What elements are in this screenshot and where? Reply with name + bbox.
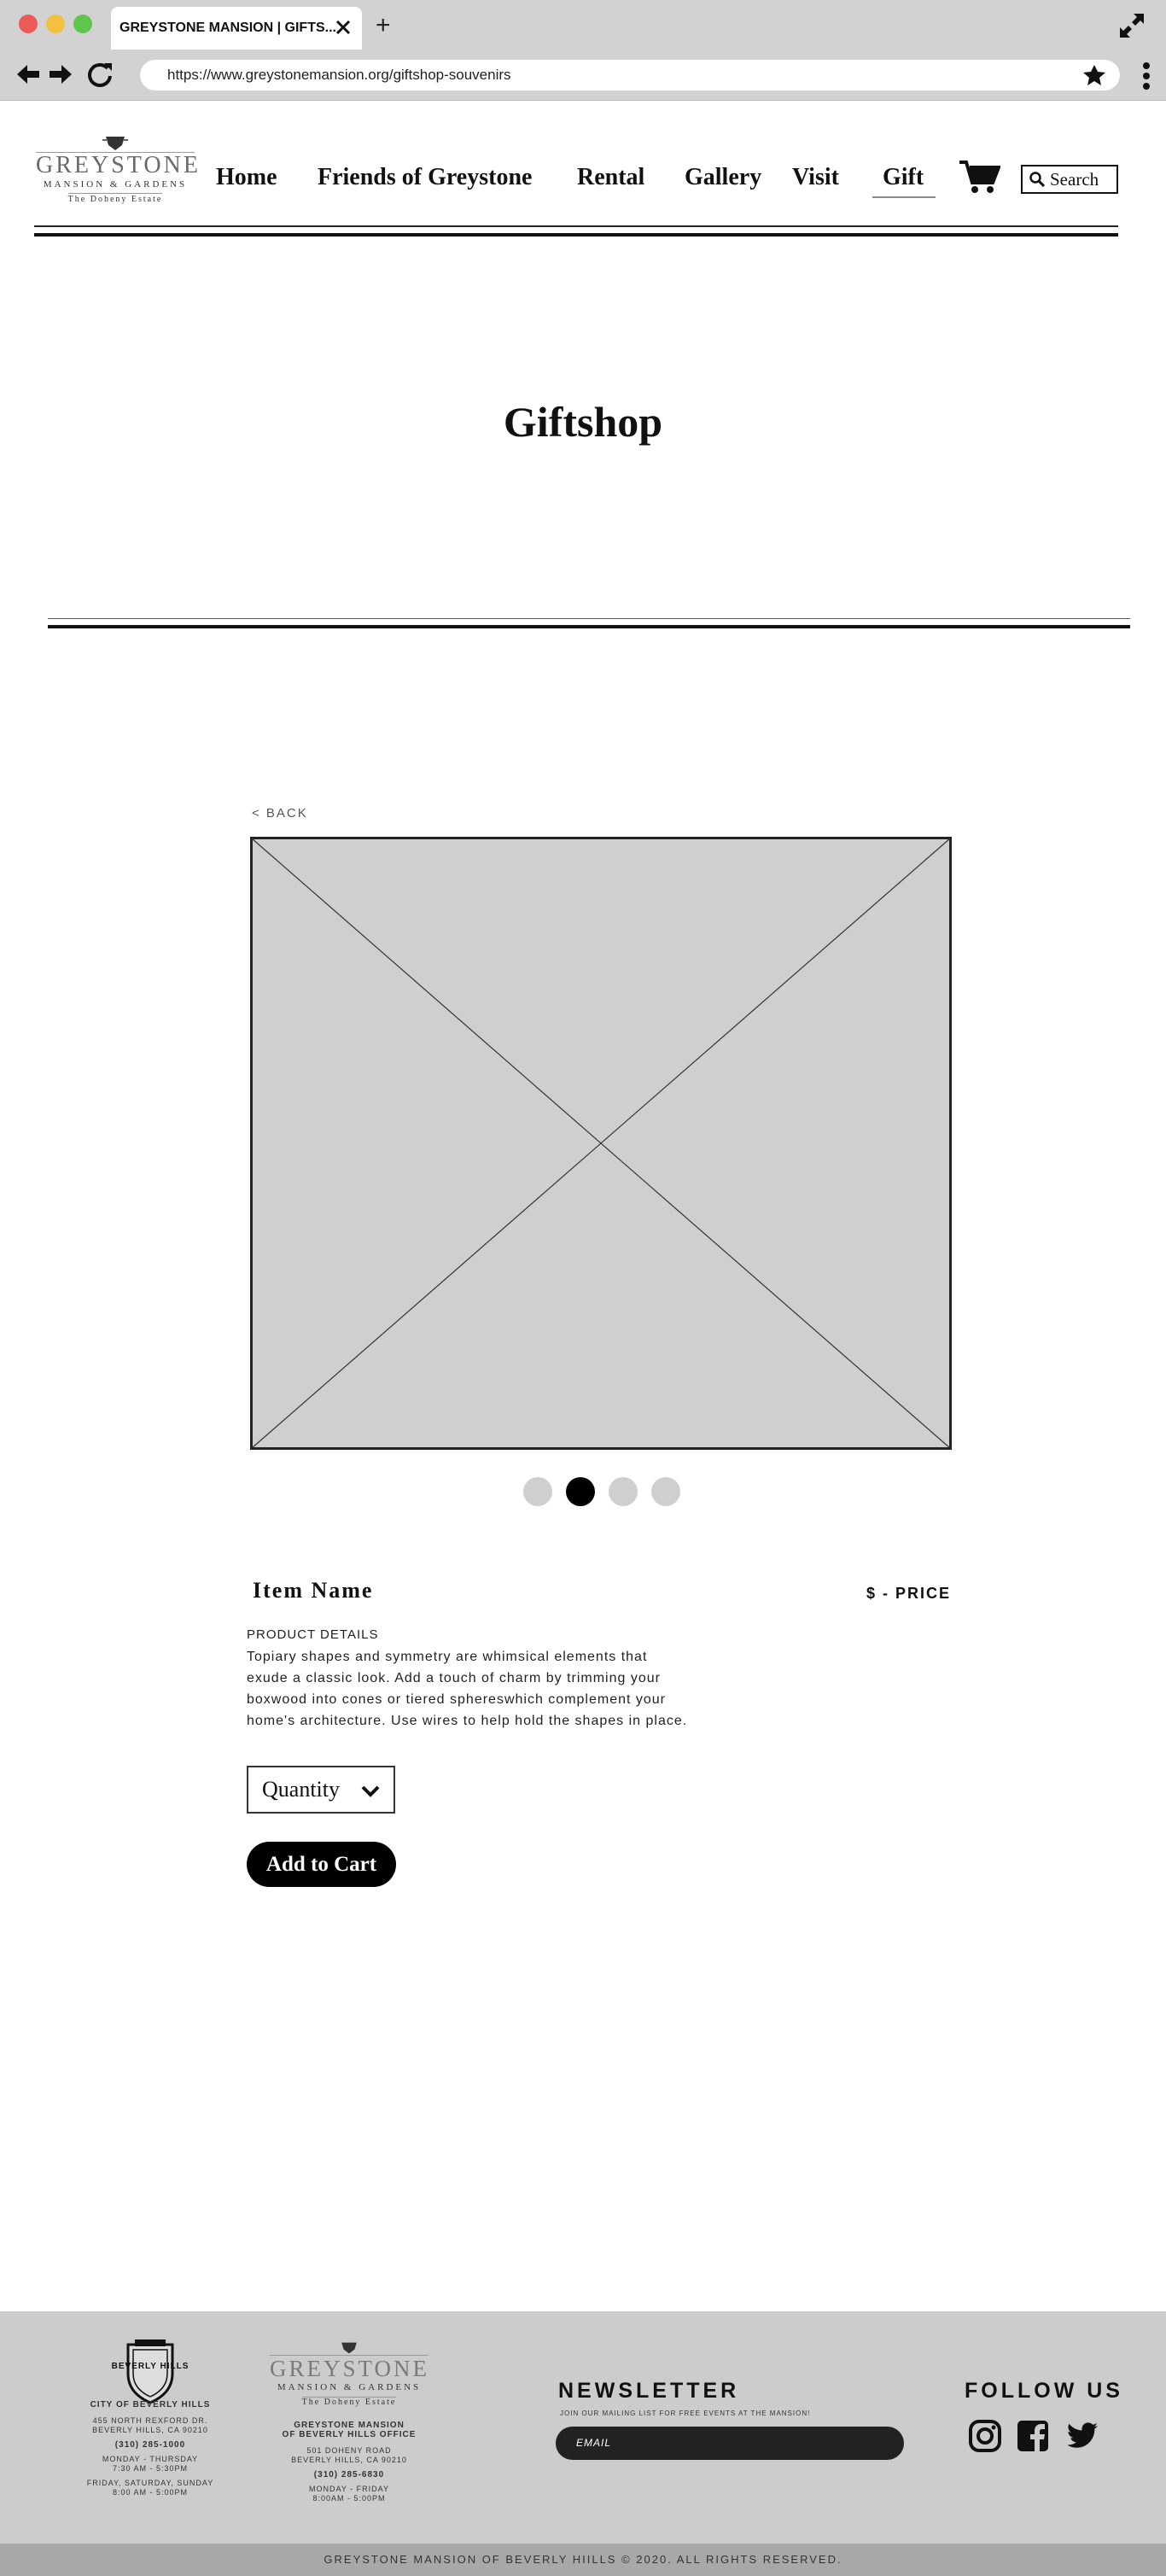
newsletter-email-input[interactable]: EMAIL [556, 2427, 904, 2460]
url-input[interactable]: https://www.greystonemansion.org/giftshop-souvenirs [140, 60, 1120, 91]
product-image-placeholder [250, 837, 952, 1450]
crest-icon [102, 135, 128, 152]
details-line: home's architecture. Use wires to help hold the shapes in place. [247, 1714, 688, 1728]
footer-logo-line2: MANSION & GARDENS [277, 2382, 422, 2392]
close-icon[interactable] [333, 17, 353, 38]
greystone-hours-line2: 8:00AM - 5:00PM [312, 2494, 386, 2503]
browser-menu-icon[interactable] [1142, 61, 1151, 91]
greystone-phone: (310) 285-6830 [313, 2470, 385, 2480]
minimize-window-button[interactable] [46, 15, 65, 33]
title-divider-thick [48, 625, 1130, 628]
details-line: Topiary shapes and symmetry are whimsical elements that [247, 1650, 648, 1664]
item-name: Item Name [253, 1578, 374, 1603]
footer-city-column [85, 2338, 215, 2497]
active-nav-indicator [872, 196, 936, 198]
close-window-button[interactable] [19, 15, 38, 33]
quantity-label: Quantity [262, 1777, 340, 1802]
city-name: CITY OF BEVERLY HILLS [90, 2400, 211, 2410]
footer-greystone-column [270, 2341, 429, 2503]
quantity-dropdown[interactable] [247, 1766, 395, 1814]
seal-text: BEVERLY HILLS [111, 2362, 189, 2371]
carousel-dot-4[interactable] [651, 1477, 680, 1506]
reload-icon[interactable] [85, 60, 114, 89]
copyright: GREYSTONE MANSION OF BEVERLY HIILLS © 2020. ALL RIGHTS RESERVED. [0, 2544, 1166, 2576]
footer-logo-line1: GREYSTONE [270, 2356, 430, 2381]
greystone-address-line1: 501 DOHENY ROAD [306, 2446, 392, 2455]
follow-us-title: FOLLOW US [965, 2379, 1123, 2403]
search-label: Search [1050, 168, 1099, 190]
nav-gift[interactable]: Gift [883, 164, 924, 190]
greystone-hours-line1: MONDAY - FRIDAY [308, 2485, 389, 2493]
address-bar-row [0, 50, 1166, 101]
crest-icon [339, 2341, 359, 2355]
logo-line3: The Doheny Estate [67, 195, 163, 204]
city-hours-line3: FRIDAY, SATURDAY, SUNDAY [86, 2479, 214, 2487]
carousel-dot-2[interactable] [566, 1477, 595, 1506]
greystone-office-name2: OF BEVERLY HILLS OFFICE [282, 2430, 417, 2439]
twitter-icon[interactable] [1065, 2419, 1099, 2453]
city-address-line1: 455 NORTH REXFORD DR. [92, 2416, 208, 2425]
city-phone: (310) 285-1000 [114, 2440, 186, 2450]
back-arrow-icon[interactable] [14, 60, 43, 89]
back-link[interactable]: < BACK [252, 806, 308, 821]
new-tab-button[interactable]: + [376, 11, 391, 39]
facebook-icon[interactable] [1016, 2419, 1050, 2453]
shopping-cart-icon[interactable] [959, 159, 1000, 195]
search-icon [1029, 172, 1045, 187]
add-to-cart-button[interactable]: Add to Cart [247, 1842, 396, 1887]
chevron-down-icon [361, 1785, 380, 1798]
city-hours-line1: MONDAY - THURSDAY [102, 2455, 199, 2463]
instagram-icon[interactable] [968, 2419, 1002, 2453]
maximize-window-button[interactable] [73, 15, 92, 33]
carousel-dot-3[interactable] [609, 1477, 638, 1506]
browser-tab[interactable] [111, 7, 362, 50]
title-divider-thin [48, 618, 1130, 619]
nav-visit[interactable]: Visit [792, 164, 839, 190]
nav-rental[interactable]: Rental [577, 164, 645, 190]
forward-arrow-icon[interactable] [46, 60, 75, 89]
page-title: Giftshop [503, 398, 663, 446]
nav-home[interactable]: Home [216, 164, 277, 190]
newsletter-title: NEWSLETTER [558, 2379, 740, 2403]
tab-title: GREYSTONE MANSION | GIFTS... [120, 20, 336, 35]
details-line: exude a classic look. Add a touch of charm by trimming your [247, 1671, 661, 1685]
product-details-label: PRODUCT DETAILS [247, 1627, 379, 1642]
city-hours-line2: 7:30 AM - 5:30PM [112, 2464, 189, 2473]
details-line: boxwood into cones or tiered sphereswhich complement your [247, 1692, 667, 1707]
greystone-office-name1: GREYSTONE MANSION [294, 2421, 405, 2430]
header-divider-thin [34, 225, 1118, 227]
greystone-address-line2: BEVERLY HILLS, CA 90210 [291, 2456, 407, 2464]
beverly-hills-seal-icon [116, 2338, 184, 2406]
search-button[interactable] [1021, 165, 1118, 194]
greystone-logo[interactable] [36, 135, 201, 204]
newsletter-subtitle: JOIN OUR MAILING LIST FOR FREE EVENTS AT THE MANSION! [560, 2410, 811, 2417]
logo-line2: MANSION & GARDENS [43, 179, 188, 190]
nav-friends-of-greystone[interactable]: Friends of Greystone [318, 164, 533, 190]
browser-titlebar [0, 0, 1166, 50]
logo-line1: GREYSTONE [36, 152, 201, 178]
footer-logo-line3: The Doheny Estate [301, 2398, 397, 2407]
city-address-line2: BEVERLY HILLS, CA 90210 [92, 2426, 208, 2434]
fullscreen-icon[interactable] [1116, 10, 1147, 41]
carousel-dot-1[interactable] [523, 1477, 552, 1506]
item-price: $ - PRICE [866, 1585, 951, 1602]
product-details-text [247, 1646, 725, 1732]
bookmark-star-icon[interactable] [1082, 64, 1106, 86]
header-divider-thick [34, 233, 1118, 237]
city-hours-line4: 8:00 AM - 5:00PM [112, 2488, 189, 2497]
nav-gallery[interactable]: Gallery [685, 164, 762, 190]
